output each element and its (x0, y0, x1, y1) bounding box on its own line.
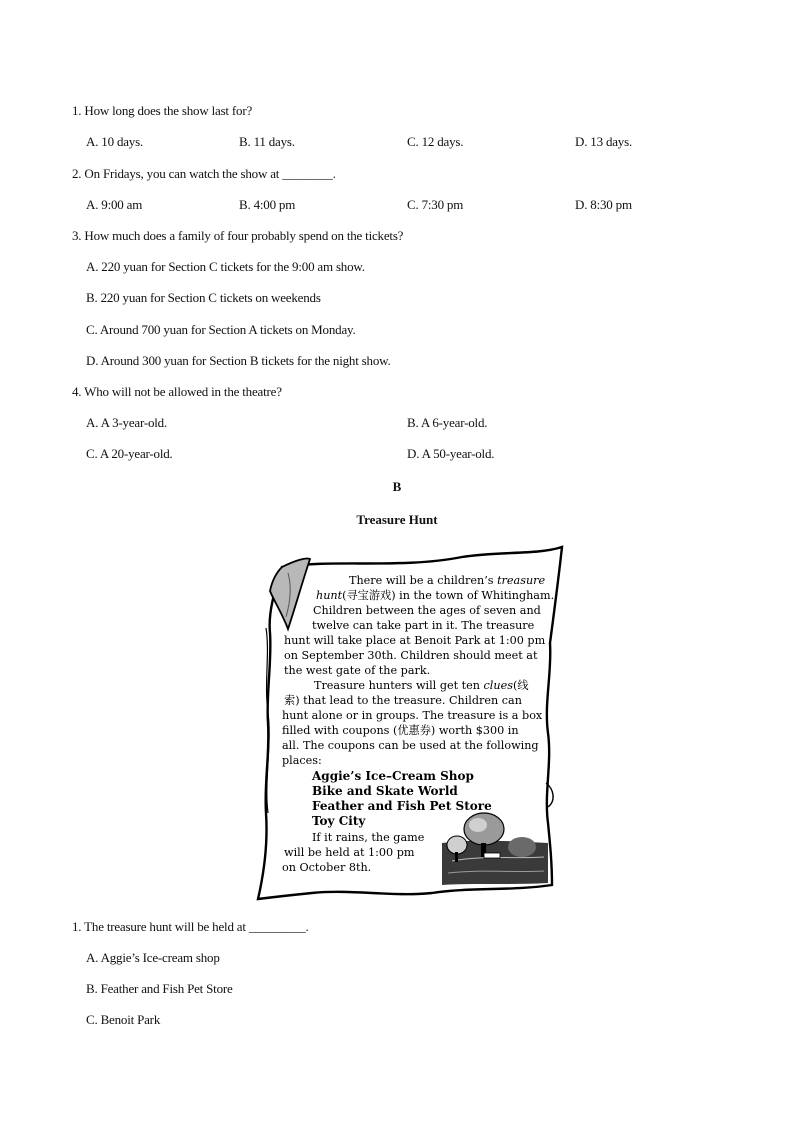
poster-line: filled with coupons (优惠券) worth $300 in (282, 724, 519, 737)
poster-line: twelve can take part in it. The treasure (312, 619, 535, 632)
option-d: D. 8:30 pm (575, 197, 632, 212)
poster-line: hunt alone or in groups. The treasure is a box (282, 709, 543, 722)
poster-line: Children between the ages of seven and (313, 604, 541, 617)
place-item: Aggie’s Ice–Cream Shop (312, 769, 474, 783)
poster-line: the west gate of the park. (284, 664, 431, 677)
poster-line: hunt will take place at Benoit Park at 1:00 pm (284, 634, 546, 647)
poster-line: all. The coupons can be used at the following (282, 739, 539, 752)
question-stem: 3. How much does a family of four probably spend on the tickets? (72, 228, 404, 243)
option-d: D. Around 300 yuan for Section B tickets for the night show. (86, 353, 391, 368)
poster-line: There will be a children’s treasure (349, 574, 546, 587)
question-stem: 1. The treasure hunt will be held at _________. (72, 919, 309, 934)
question-stem: 4. Who will not be allowed in the theatre? (72, 384, 282, 399)
option-a: A. 10 days. (86, 134, 144, 149)
question-stem: 1. How long does the show last for? (72, 103, 253, 118)
poster-line: 索) that lead to the treasure. Children can (284, 694, 522, 707)
option-b: B. 220 yuan for Section C tickets on weekends (86, 290, 321, 305)
option-d: D. A 50-year-old. (407, 446, 495, 461)
place-item: Toy City (312, 814, 366, 828)
rain-line: If it rains, the game (312, 831, 425, 844)
option-c: C. A 20-year-old. (86, 446, 173, 461)
option-a: A. Aggie’s Ice-cream shop (86, 950, 220, 965)
poster-line: places: (282, 754, 322, 767)
option-a: A. A 3-year-old. (86, 415, 168, 430)
option-a: A. 9:00 am (86, 197, 143, 212)
option-b: B. A 6-year-old. (407, 415, 488, 430)
section-letter: B (392, 479, 402, 494)
place-item: Bike and Skate World (312, 784, 458, 798)
option-b: B. Feather and Fish Pet Store (86, 981, 233, 996)
option-c: C. 7:30 pm (407, 197, 464, 212)
option-b: B. 4:00 pm (239, 197, 296, 212)
rain-line: on October 8th. (282, 861, 372, 874)
rain-line: will be held at 1:00 pm (284, 846, 415, 859)
question-stem: 2. On Fridays, you can watch the show at ________. (72, 166, 336, 181)
poster-line: Treasure hunters will get ten clues(线 (314, 679, 529, 692)
option-c: C. Benoit Park (86, 1012, 161, 1027)
option-d: D. 13 days. (575, 134, 633, 149)
poster-line: on September 30th. Children should meet at (284, 649, 538, 662)
option-c: C. 12 days. (407, 134, 464, 149)
section-title: Treasure Hunt (356, 512, 438, 527)
option-c: C. Around 700 yuan for Section A tickets on Monday. (86, 322, 356, 337)
option-a: A. 220 yuan for Section C tickets for the 9:00 am show. (86, 259, 365, 274)
place-item: Feather and Fish Pet Store (312, 799, 492, 813)
poster-line: hunt(寻宝游戏) in the town of Whitingham. (316, 589, 555, 602)
treasure-hunt-poster (252, 543, 568, 903)
option-b: B. 11 days. (239, 134, 295, 149)
